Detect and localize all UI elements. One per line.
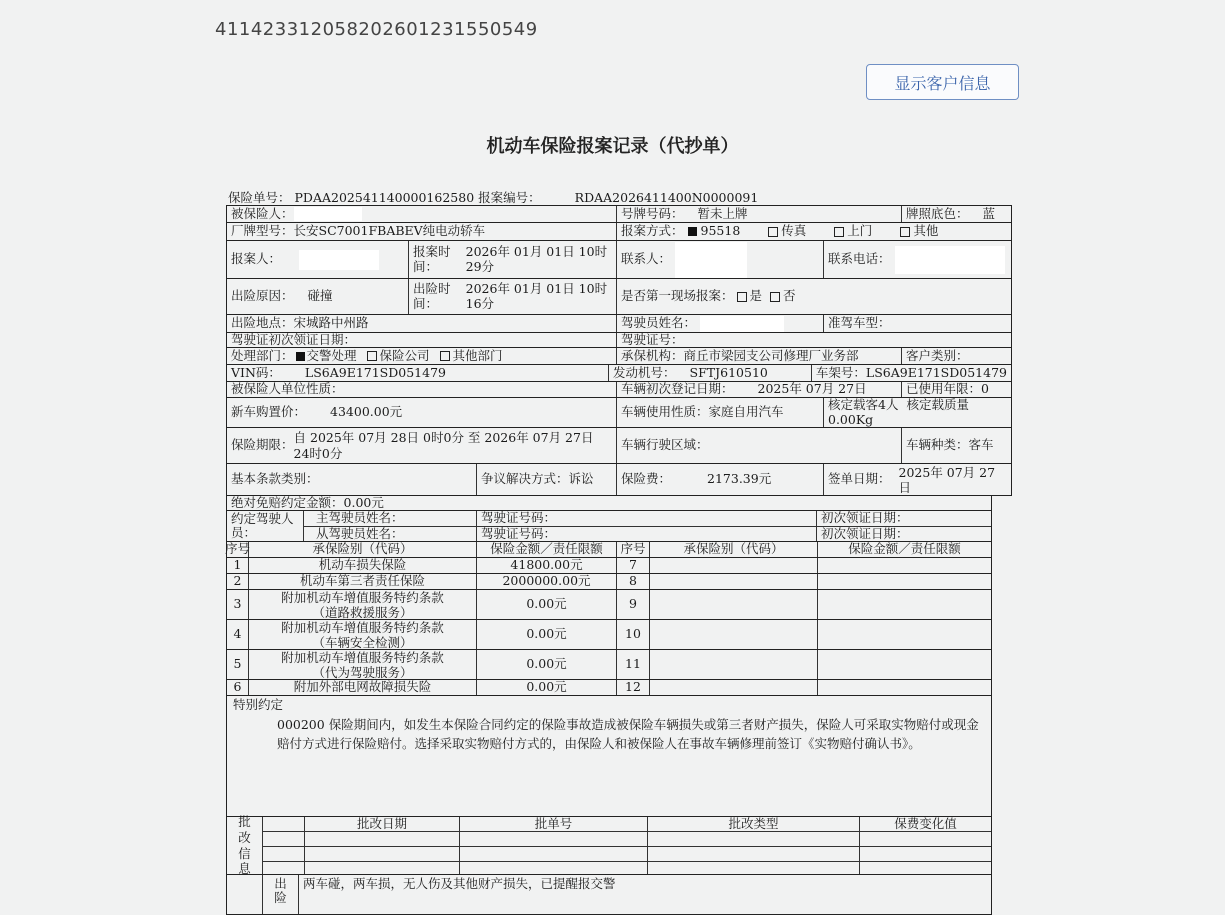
location-label: 出险地点：	[231, 315, 294, 331]
special-agreement	[226, 696, 992, 817]
plate-no-label: 号牌号码：	[621, 205, 684, 221]
item-amount: 2000000.00元	[502, 573, 591, 589]
checkbox-icon	[737, 292, 747, 302]
redacted-driver	[700, 316, 784, 332]
item-no: 3	[233, 596, 242, 612]
dept-insurer: 保险公司	[379, 347, 430, 363]
license-no-label: 驾驶证号：	[621, 331, 684, 347]
main-driver-label: 主驾驶员姓名：	[316, 510, 404, 526]
item-no-2: 9	[629, 596, 637, 612]
first-reg-label: 车辆初次登记日期：	[621, 381, 734, 397]
item-amount: 0.00元	[526, 679, 567, 695]
period-label: 保险期限：	[231, 437, 294, 453]
item-amount: 0.00元	[526, 596, 567, 612]
dispute: 诉讼	[568, 471, 594, 487]
cert-no-label-2: 驾驶证号码：	[481, 525, 557, 541]
checkbox-icon	[834, 227, 844, 237]
new-price: 43400.00元	[330, 404, 403, 420]
policy-no: PDAA202541140000162580	[294, 190, 475, 205]
contact-phone-label: 联系电话：	[828, 251, 891, 267]
item-name: 附加外部电网故障损失险	[293, 679, 432, 695]
first-scene-label: 是否第一现场报案：	[621, 288, 734, 304]
form-row	[226, 241, 1012, 279]
col-no-2: 序号	[620, 541, 646, 557]
checkbox-icon	[770, 292, 780, 302]
item-no: 6	[233, 679, 242, 695]
amend-col-change: 保费变化值	[894, 815, 957, 831]
item-no: 1	[233, 557, 242, 573]
redacted-contact	[675, 242, 747, 278]
insured-label: 被保险人：	[231, 205, 294, 221]
report-method-95518: 95518	[700, 223, 741, 239]
accident-text: 两车碰，两车损，无人伤及其他财产损失，已提醒报交警	[303, 876, 616, 891]
frame: LS6A9E171SD051479	[865, 364, 1007, 380]
report-method-visit: 上门	[847, 223, 873, 239]
table-row	[226, 558, 992, 574]
accident-section	[226, 875, 992, 915]
underwriter: 商丘市梁园支公司修理厂业务部	[683, 347, 859, 363]
amend-col-type: 批改类型	[728, 815, 779, 831]
plate-no: 暂未上牌	[697, 205, 748, 221]
table-row	[226, 620, 992, 650]
first-cert-date-label-2: 初次领证日期：	[821, 525, 909, 541]
item-no: 4	[233, 626, 242, 642]
policy-header	[228, 188, 758, 206]
form-row	[226, 315, 1012, 333]
period: 自 2025年 07月 28日 0时0分 至 2026年 07月 27日 24时0分	[293, 429, 594, 461]
cause-label: 出险原因：	[231, 288, 294, 304]
dispute-label: 争议解决方式：	[481, 471, 569, 487]
item-name: 机动车第三者责任保险	[299, 573, 425, 589]
vin: LS6A9E171SD051479	[304, 364, 446, 380]
first-reg: 2025年 07月 27日	[757, 381, 867, 397]
document-id: 411423312058202601231550549	[215, 19, 538, 40]
new-price-label: 新车购置价：	[231, 404, 307, 420]
years-used-label: 已使用年限：	[906, 381, 982, 397]
show-customer-info-button[interactable]: 显示客户信息	[866, 64, 1019, 100]
item-no-2: 8	[629, 573, 637, 589]
contact-label: 联系人：	[621, 251, 672, 267]
report-method-other: 其他	[913, 223, 939, 239]
premium-label: 保险费：	[621, 471, 672, 487]
table-row	[226, 650, 992, 680]
form-row	[226, 428, 1012, 464]
col-amount-2: 保险金额／责任限额	[848, 541, 961, 557]
table-row	[226, 680, 992, 696]
form-row	[226, 382, 1012, 398]
agreed-driver-row	[226, 511, 992, 542]
item-name: 附加机动车增值服务特约条款（代为驾驶服务）	[281, 649, 444, 680]
report-no-label: 报案编号：	[478, 190, 541, 205]
years-used: 0	[981, 381, 989, 397]
form-row	[226, 223, 1012, 241]
col-no: 序号	[225, 541, 251, 557]
checkbox-icon	[900, 227, 910, 237]
report-method-fax: 传真	[781, 223, 807, 239]
form-row	[226, 348, 1012, 365]
deductible-label: 绝对免赔约定金额：	[231, 494, 344, 510]
form-row	[226, 464, 1012, 496]
model-label: 厂牌型号：	[231, 223, 294, 239]
sub-driver-label: 从驾驶员姓名：	[316, 525, 404, 541]
location: 宋城路中州路	[293, 315, 369, 331]
item-no-2: 11	[625, 656, 641, 672]
redacted-phone	[895, 246, 1005, 274]
seats-label: 核定载客4人	[828, 397, 899, 413]
item-no-2: 7	[629, 557, 637, 573]
sign-date-label: 签单日期：	[828, 471, 891, 487]
dept-police: 交警处理	[306, 347, 357, 363]
form-row	[226, 205, 1012, 223]
driver-name-label: 驾驶员姓名：	[621, 315, 697, 331]
plate-color: 蓝	[982, 205, 996, 221]
col-type: 承保险别（代码）	[312, 541, 413, 557]
insured-unit-label: 被保险人单位性质：	[231, 381, 344, 397]
vehicle-type-label: 车辆种类：	[906, 437, 969, 453]
load-label: 核定载质量	[906, 397, 969, 413]
vehicle-type: 客车	[968, 437, 994, 453]
customer-type-label: 客户类别：	[906, 347, 969, 363]
policy-no-label: 保险单号：	[228, 190, 291, 205]
checkbox-checked-icon	[688, 227, 697, 236]
usage: 家庭自用汽车	[708, 404, 784, 420]
redacted-insured	[294, 207, 362, 221]
deductible: 0.00元	[343, 494, 384, 510]
item-name: 附加机动车增值服务特约条款（车辆安全检测）	[281, 619, 444, 650]
special-label: 特别约定	[233, 697, 284, 712]
basic-terms-label: 基本条款类别：	[231, 471, 319, 487]
engine: SFTJ610510	[689, 364, 768, 380]
checkbox-checked-icon	[296, 352, 305, 361]
item-amount: 0.00元	[526, 626, 567, 642]
amendment-section	[226, 814, 992, 877]
item-no: 2	[233, 573, 242, 589]
premium: 2173.39元	[707, 471, 772, 487]
item-amount: 0.00元	[526, 656, 567, 672]
special-text: 000200 保险期间内，如发生本保险合同约定的保险事故造成被保险车辆损失或第三者财产损失，保险人可采取实物赔付或现金赔付方式进行保险赔付。选择采取实物赔付方式的，由保险人和被保险人在事故车辆修理前签订《实物赔付确认书》。	[277, 717, 979, 751]
cert-no-label: 驾驶证号码：	[481, 510, 557, 526]
first-scene-no: 否	[783, 288, 796, 304]
accident-label: 出险	[274, 876, 287, 906]
amend-col-date: 批改日期	[356, 815, 407, 831]
load: 0.00Kg	[828, 411, 874, 427]
accident-time-label: 出险时间：	[413, 281, 451, 311]
table-row	[226, 574, 992, 590]
report-form	[226, 205, 1012, 915]
redacted-reporter	[299, 250, 379, 270]
coverage-header	[226, 542, 992, 558]
amend-label: 批改信息	[238, 814, 251, 877]
dept-other: 其他部门	[452, 347, 503, 363]
checkbox-icon	[440, 351, 450, 361]
accident-time: 2026年 01月 01日 10时 16分	[465, 281, 608, 311]
usage-label: 车辆使用性质：	[621, 404, 709, 420]
permitted-type-label: 准驾车型：	[828, 315, 891, 331]
col-type-2: 承保险别（代码）	[683, 541, 784, 557]
col-amount: 保险金额／责任限额	[490, 541, 603, 557]
table-row	[226, 590, 992, 620]
cause: 碰撞	[307, 288, 333, 304]
report-no: RDAA2026411400N0000091	[574, 190, 759, 205]
frame-label: 车架号：	[815, 364, 866, 380]
checkbox-icon	[768, 227, 778, 237]
item-amount: 41800.00元	[510, 557, 583, 573]
model: 长安SC7001FBABEV纯电动轿车	[293, 223, 486, 239]
report-time: 2026年 01月 01日 10时 29分	[465, 244, 608, 274]
vin-label: VIN码：	[231, 364, 281, 380]
item-no-2: 10	[625, 626, 641, 642]
sign-date: 2025年 07月 27日	[898, 464, 996, 495]
page-title: 机动车保险报案记录（代抄单）	[486, 136, 739, 157]
first-scene-yes: 是	[749, 288, 763, 304]
item-no-2: 12	[625, 679, 641, 695]
license-first-date-label: 驾驶证初次领证日期：	[231, 331, 357, 347]
report-method-label: 报案方式：	[621, 223, 684, 239]
agreed-driver-label: 约定驾驶人员：	[231, 510, 294, 540]
region-label: 车辆行驶区域：	[621, 437, 709, 453]
checkbox-icon	[367, 351, 377, 361]
form-row	[226, 365, 1012, 382]
item-name: 机动车损失保险	[318, 557, 407, 573]
form-row	[226, 333, 1012, 348]
underwriter-label: 承保机构：	[621, 347, 684, 363]
amend-col-no: 批单号	[534, 815, 573, 831]
form-row	[226, 279, 1012, 315]
report-time-label: 报案时间：	[413, 244, 451, 274]
item-name: 附加机动车增值服务特约条款（道路救援服务）	[281, 589, 444, 620]
first-cert-date-label: 初次领证日期：	[821, 510, 909, 526]
item-no: 5	[233, 656, 242, 672]
form-row	[226, 398, 1012, 428]
dept-label: 处理部门：	[231, 347, 294, 363]
engine-label: 发动机号：	[613, 364, 676, 380]
plate-color-label: 牌照底色：	[906, 205, 969, 221]
reporter-label: 报案人：	[231, 251, 282, 267]
form-row	[226, 496, 992, 511]
